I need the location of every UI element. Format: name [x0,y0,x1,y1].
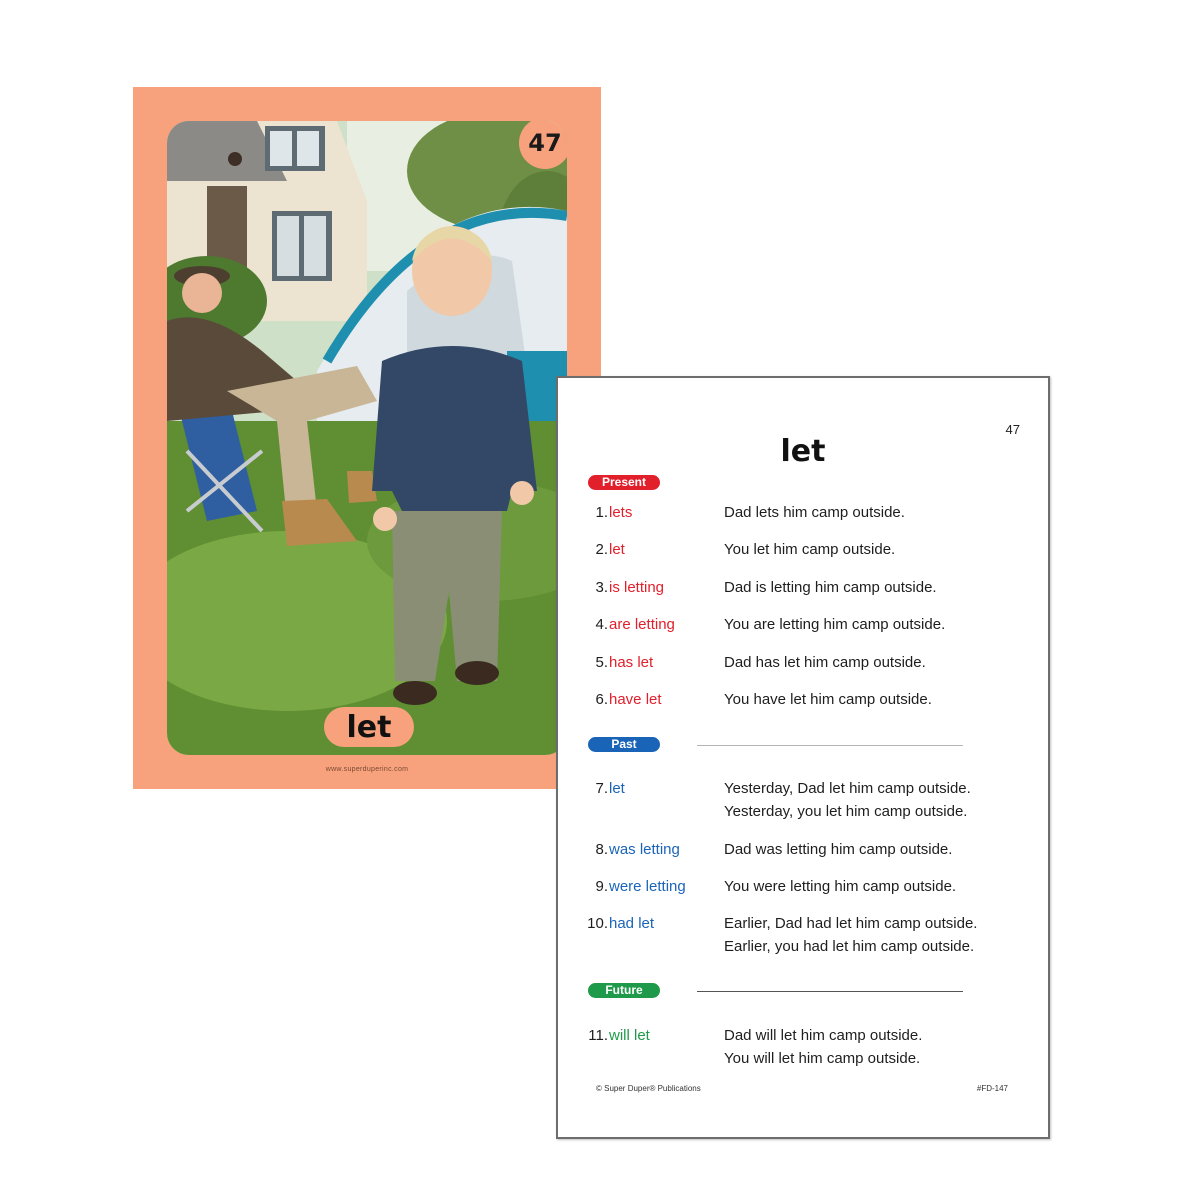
item-number: 11. [588,1027,608,1044]
item-number: 8. [595,841,608,858]
item-number: 6. [595,691,608,708]
back-flashcard [556,376,1050,1139]
example-sentence: You were letting him camp outside. [724,878,957,895]
divider [697,745,963,746]
example-sentence: Dad lets him camp outside. [724,504,905,521]
example-sentence: Dad was letting him camp outside. [724,841,953,858]
copyright-text: © Super Duper® Publications [596,1084,701,1093]
example-sentence: You have let him camp outside. [724,691,932,708]
item-number: 4. [595,616,608,633]
verb-form: was letting [609,841,680,858]
camping-photo-illustration [167,121,567,755]
example-sentence: Yesterday, Dad let him camp outside. [724,780,971,797]
item-number: 7. [595,780,608,797]
example-sentence: You let him camp outside. [724,541,896,558]
verb-form: had let [609,915,655,932]
front-flashcard [133,87,601,789]
item-number: 10. [587,915,608,932]
card-number-badge: 47 [519,121,567,169]
past-badge: Past [588,737,660,752]
example-sentence-2: Earlier, you had let him camp outside. [724,938,975,955]
verb-form: let [609,780,625,797]
item-number: 1. [595,504,608,521]
item-number: 2. [595,541,608,558]
verb-form: lets [609,504,633,521]
word-label: let [324,707,414,747]
verb-form: is letting [609,579,665,596]
verb-form: let [609,541,625,558]
card-title: let [780,434,826,469]
example-sentence: Earlier, Dad had let him camp outside. [724,915,978,932]
future-badge: Future [588,983,660,998]
verb-form: will let [609,1027,650,1044]
product-code: #FD-147 [976,1084,1008,1093]
camping-photo [167,121,567,755]
example-sentence: Dad will let him camp outside. [724,1027,923,1044]
verb-form: have let [609,691,662,708]
verb-form: has let [609,654,654,671]
verb-form: are letting [609,616,675,633]
item-number: 9. [595,878,608,895]
example-sentence-2: Yesterday, you let him camp outside. [724,803,968,820]
example-sentence: Dad is letting him camp outside. [724,579,937,596]
website-footer: www.superduperinc.com [325,766,409,773]
example-sentence: You are letting him camp outside. [724,616,946,633]
item-number: 3. [595,579,608,596]
example-sentence: Dad has let him camp outside. [724,654,926,671]
present-badge: Present [588,475,660,490]
card-number: 47 [1005,422,1020,437]
example-sentence-2: You will let him camp outside. [724,1050,921,1067]
item-number: 5. [595,654,608,671]
divider [697,991,963,992]
verb-form: were letting [609,878,686,895]
